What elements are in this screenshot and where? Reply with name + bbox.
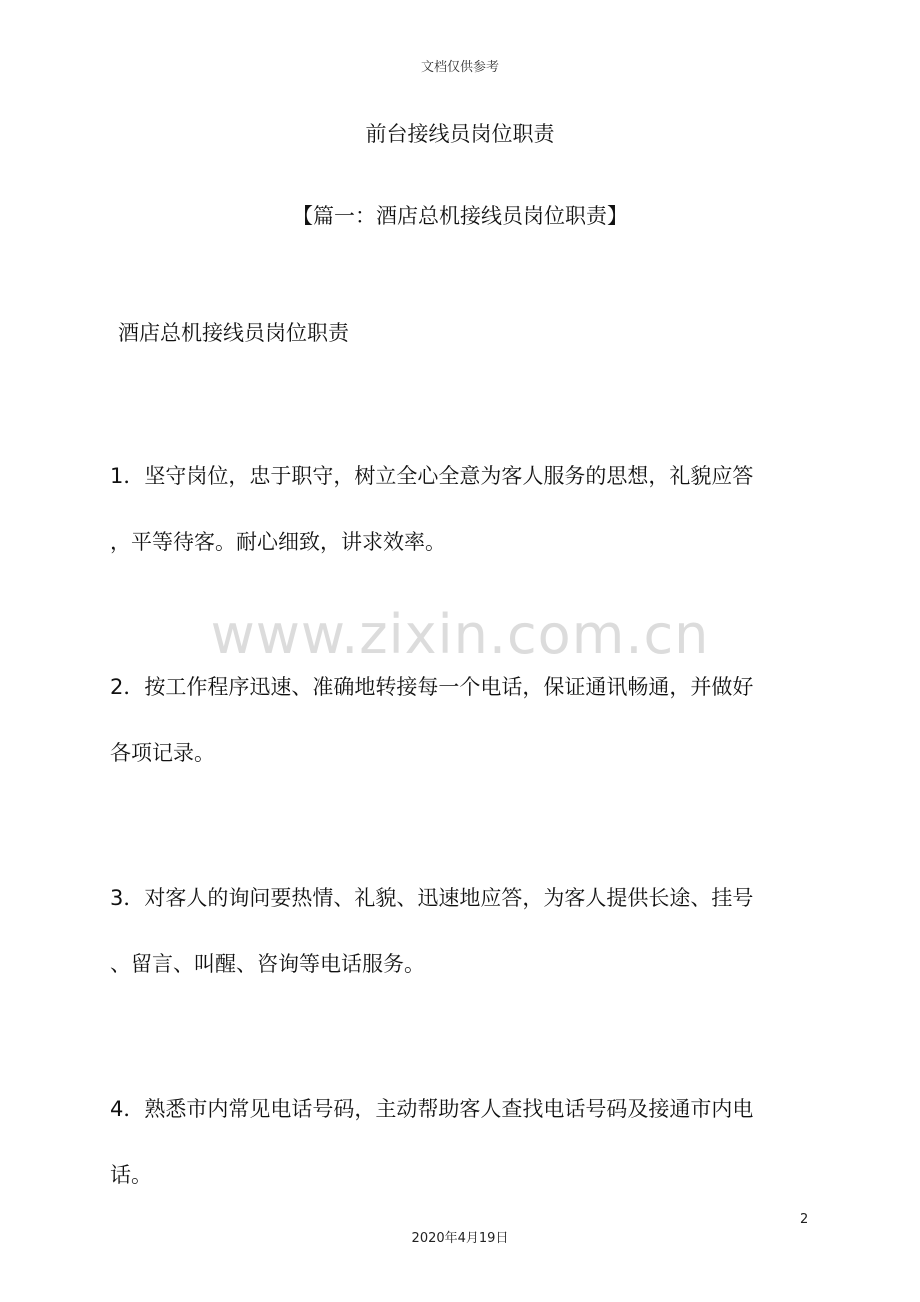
list-item [110,1094,810,1226]
list-item [110,883,810,1015]
list-item-line: 各项记录。 [110,741,215,765]
header-note: 文档仅供参考 [420,60,499,75]
section-heading: 酒店总机接线员岗位职责 [118,321,349,345]
list-item [110,672,810,804]
list-item-line: 话。 [110,1163,152,1187]
watermark-text: www.zixin.com.cn [210,603,710,666]
footer-date: 2020年4月19日 [411,1231,509,1246]
list-item-line: 3．对客人的询问要热情、礼貌、迅速地应答，为客人提供长途、挂号 [110,886,754,910]
list-item-line: 2．按工作程序迅速、准确地转接每一个电话，保证通讯畅通，并做好 [110,675,754,699]
list-item [110,461,810,593]
list-item-line: ，平等待客。耐心细致，讲求效率。 [110,530,446,554]
document-subtitle: 【篇一：酒店总机接线员岗位职责】 [292,204,628,228]
document-title: 前台接线员岗位职责 [365,122,555,146]
list-item-line: 4．熟悉市内常见电话号码，主动帮助客人查找电话号码及接通市内电 [110,1097,754,1121]
list-item-line: 、留言、叫醒、咨询等电话服务。 [110,952,425,976]
list-item-line: 1．坚守岗位，忠于职守，树立全心全意为客人服务的思想，礼貌应答 [110,464,754,488]
page-number: 2 [800,1212,809,1227]
